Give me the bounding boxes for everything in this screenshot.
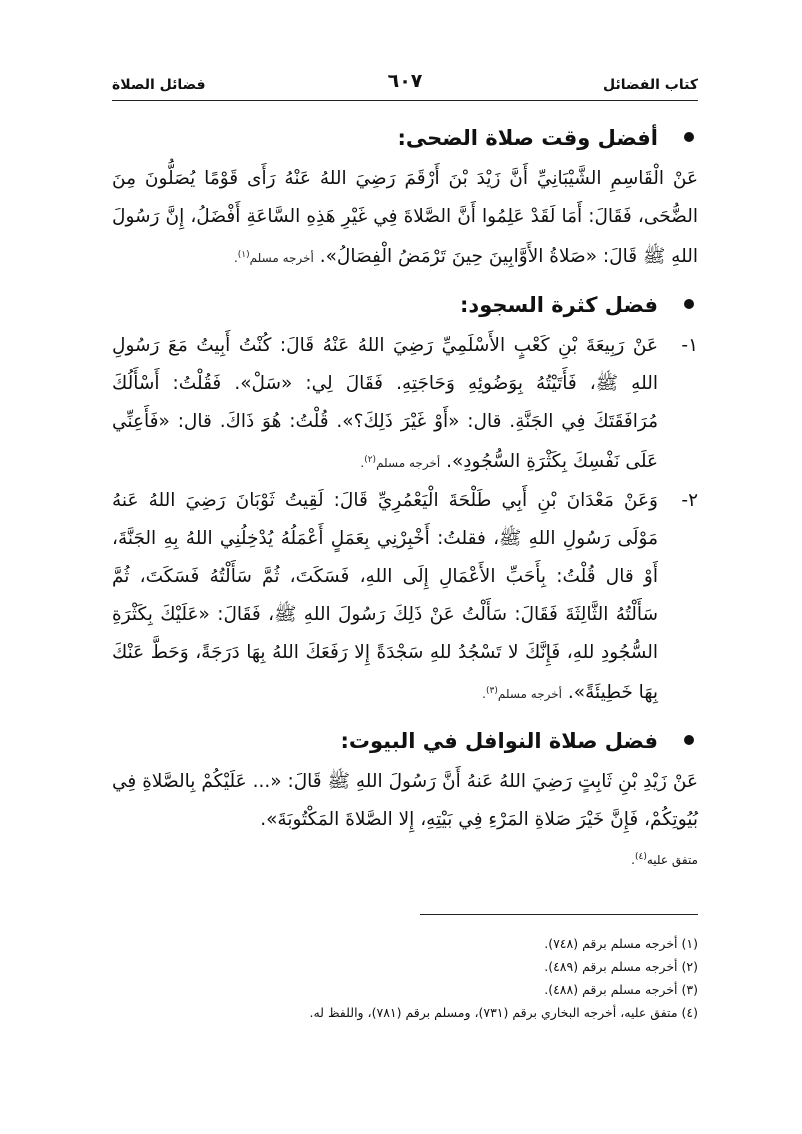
hadith-source: أخرجه مسلم$^{(١)}$. (233, 250, 314, 265)
section-heading-text: أفضل وقت صلاة الضحى: (397, 126, 658, 150)
chapter-title: فضائل الصلاة (112, 77, 206, 93)
hadith-body: عَنْ رَبِيعَةَ بْنِ كَعْبٍ الأَسْلَمِيِّ رَضِيَ اللهُ عَنْهُ قَالَ: كُنْتُ أَبِيتُ مَعَ رَسُولِ اللهِ ﷺ، فَأَتَيْتُهُ بِوَضُوئِهِ وَحَاجَتِهِ. فَقَالَ لِي: «سَلْ». فَقُلْتُ: أَسْأَلُكَ مُرَافَقَتَكَ فِي الجَنَّةِ. قال: «أَوْ غَيْرَ ذَلِكَ؟». قُلْتُ: هُوَ ذَاكَ. قال: «فَأَعِنِّي عَلَى نَفْسِكَ بِكَثْرَةِ السُّجُودِ». (112, 335, 658, 472)
footnote-ref: (٣) (486, 686, 498, 696)
footnotes (112, 932, 698, 1024)
item-number: ١- (681, 335, 698, 356)
hadith-body: عَنْ زَيْدِ بْنِ ثَابِتٍ رَضِيَ اللهُ عَنهُ أَنَّ رَسُولَ اللهِ ﷺ قَالَ: «... عَلَيْكُمْ بِالصَّلاةِ فِي بُيُوتِكُمْ، فَإِنَّ خَيْرَ صَلاةِ المَرْءِ فِي بَيْتِهِ، إِلا الصَّلاةَ المَكْتُوبَةَ». (112, 771, 698, 830)
bullet-icon (684, 132, 694, 142)
hadith-item (112, 482, 698, 713)
running-header (112, 70, 698, 98)
hadith-body: وَعَنْ مَعْدَانَ بْنِ أَبِي طَلْحَةَ الْيَعْمُرِيِّ قَالَ: لَقِيتُ ثَوْبَانَ رَضِيَ اللهُ عَنهُ مَوْلَى رَسُولِ اللهِ ﷺ، فقلتُ: أَخْبِرْنِي بِعَمَلٍ أَعْمَلُهُ يُدْخِلُنِي اللهُ بِهِ الجَنَّةَ، أَوْ قال قُلْتُ: بِأَحَبِّ الأَعْمَالِ إِلَى اللهِ، فَسَكَتَ، ثُمَّ سَأَلْتُهُ فَسَكَتَ، ثُمَّ سَأَلْتُهُ الثَّالِثَةَ فَقَالَ: سَأَلْتُ عَنْ ذَلِكَ رَسُولَ اللهِ ﷺ، فَقَالَ: «عَلَيْكَ بِكَثْرَةِ السُّجُودِ للهِ، فَإِنَّكَ لا تَسْجُدُ للهِ سَجْدَةً إِلا رَفَعَكَ اللهُ بِهَا دَرَجَةً، وَحَطَّ عَنْكَ بِهَا خَطِيئَةً». (112, 490, 658, 703)
hadith-text (112, 160, 698, 277)
hadith-text (112, 763, 698, 839)
item-number: ٢- (681, 490, 698, 511)
bullet-icon (684, 299, 694, 309)
footnote-ref: (٢) (364, 455, 377, 465)
hadith-body: عَنْ الْقَاسِمِ الشَّيْبَانِيِّ أَنَّ زَيْدَ بْنَ أَرْقَمَ رَضِيَ اللهُ عَنْهُ رَأَى قَوْمًا يُصَلُّونَ مِنَ الضُّحَى، فَقَالَ: أَمَا لَقَدْ عَلِمُوا أَنَّ الصَّلاةَ فِي غَيْرِ هَذِهِ السَّاعَةِ أَفْضَلُ، إِنَّ رَسُولَ اللهِ ﷺ قَالَ: «صَلاةُ الأَوَّابِينَ حِينَ تَرْمَضُ الْفِصَالُ». (112, 168, 698, 267)
footnote-ref: (٤) (634, 852, 647, 862)
header-divider (112, 100, 698, 101)
section-heading-text: فضل صلاة النوافل في البيوت: (340, 729, 658, 753)
section-heading (112, 285, 698, 327)
section-heading-text: فضل كثرة السجود: (460, 293, 658, 317)
bullet-icon (684, 735, 694, 745)
hadith-source: أخرجه مسلم$^{(٣)}$. (482, 686, 563, 701)
section-heading (112, 118, 698, 160)
page-number: ٦٠٧ (387, 70, 423, 92)
footnote: (٣) أخرجه مسلم برقم (٤٨٨). (544, 982, 698, 997)
hadith-item (112, 327, 698, 482)
footnote: (٤) متفق عليه، أخرجه البخاري برقم (٧٣١)، ومسلم برقم (٧٨١)، واللفظ له. (309, 1005, 698, 1020)
footnote-ref: (١) (237, 250, 250, 260)
footnote-divider (420, 914, 698, 915)
page-body (112, 118, 698, 878)
footnote: (١) أخرجه مسلم برقم (٧٤٨). (544, 936, 698, 951)
book-title: كتاب الفضائل (603, 77, 698, 93)
hadith-source: متفق عليه$^{(٤)}$. (631, 852, 698, 867)
footnote: (٢) أخرجه مسلم برقم (٤٨٩). (544, 959, 698, 974)
section-heading (112, 721, 698, 763)
hadith-source: أخرجه مسلم$^{(٢)}$. (360, 455, 441, 470)
